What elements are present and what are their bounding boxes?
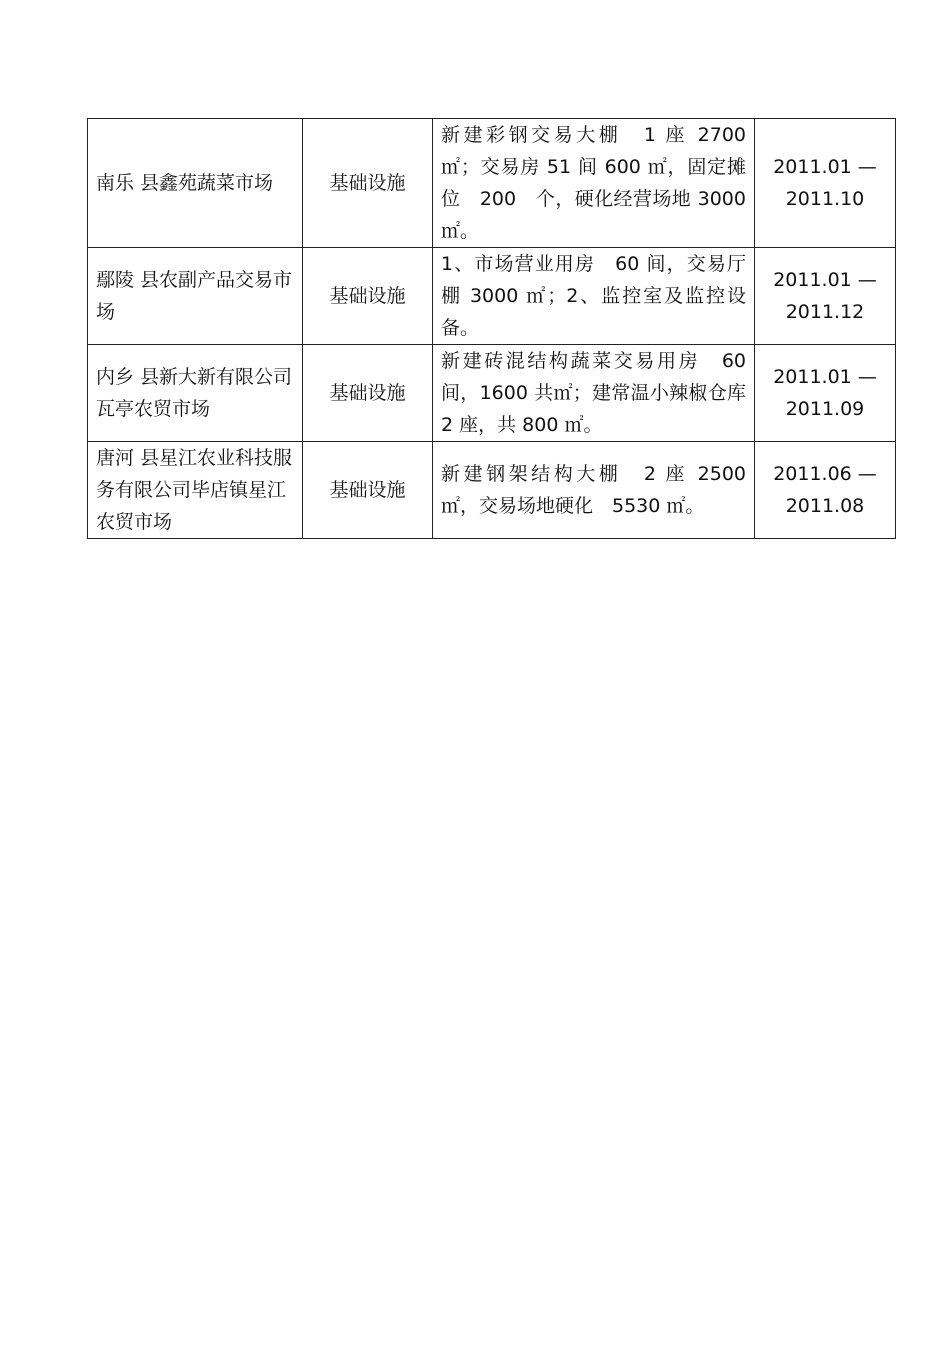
market-name: 南乐 县鑫苑蔬菜市场 (88, 119, 303, 248)
period-end: 2011.10 (785, 188, 865, 210)
project-period (755, 248, 896, 345)
period-end: 2011.09 (785, 398, 865, 420)
table-row (88, 119, 896, 248)
construction-content: 新建彩钢交易大棚 1 座 2700 ㎡；交易房 51 间 600 ㎡，固定摊位 200 个，硬化经营场地 3000 ㎡。 (433, 119, 755, 248)
period-end: 2011.08 (785, 495, 865, 517)
market-name: 内乡 县新大新有限公司瓦亭农贸市场 (88, 345, 303, 442)
construction-content: 1、市场营业用房 60 间，交易厅棚 3000 ㎡；2、监控室及监控设备。 (433, 248, 755, 345)
project-period (755, 119, 896, 248)
table-row (88, 442, 896, 539)
period-start: 2011.01 — (773, 269, 877, 291)
market-name: 鄢陵 县农副产品交易市场 (88, 248, 303, 345)
period-start: 2011.01 — (773, 156, 877, 178)
projects-table (87, 118, 896, 539)
table-row (88, 248, 896, 345)
table-row (88, 345, 896, 442)
construction-content: 新建砖混结构蔬菜交易用房 60 间，1600 共㎡；建常温小辣椒仓库 2 座，共 800 ㎡。 (433, 345, 755, 442)
project-type: 基础设施 (303, 442, 433, 539)
project-type: 基础设施 (303, 248, 433, 345)
construction-content: 新建钢架结构大棚 2 座 2500 ㎡，交易场地硬化 5530 ㎡。 (433, 442, 755, 539)
project-type: 基础设施 (303, 119, 433, 248)
project-period (755, 442, 896, 539)
period-start: 2011.01 — (773, 366, 877, 388)
project-type: 基础设施 (303, 345, 433, 442)
period-end: 2011.12 (785, 301, 865, 323)
market-name: 唐河 县星江农业科技服 务有限公司毕店镇星江农贸市场 (88, 442, 303, 539)
period-start: 2011.06 — (773, 463, 877, 485)
project-period (755, 345, 896, 442)
